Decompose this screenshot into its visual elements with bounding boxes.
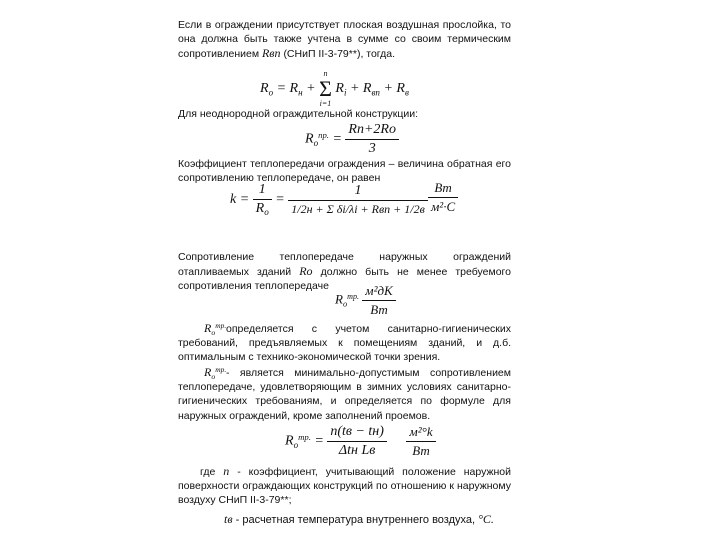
formula-k-unit bbox=[428, 180, 458, 215]
required-unit-num: м²дК bbox=[365, 283, 393, 298]
formula-k: k = $\frac{1}{R_o}$ = $\frac{1}{\text{1/2н + Σ δi/λi + Rвп + 1/2в}}$ bbox=[230, 182, 428, 217]
formula-required-unit-num: м²°k bbox=[409, 424, 433, 439]
paragraph-tv bbox=[224, 512, 514, 527]
sum-upper-limit: n bbox=[323, 69, 328, 78]
symbol-rvp: Rвп bbox=[261, 46, 281, 61]
symbol-n: n bbox=[223, 464, 230, 478]
formula-required-unit-den: Вт bbox=[406, 441, 435, 459]
paragraph-tv-text: - расчетная температура внутреннего воздуха, bbox=[235, 514, 476, 526]
formula-required: $R_o^{тр.}$ = $\frac{n(tв - tн)}{\text{Δtн Lв}}$ $\frac{\text{м²°k}}{Вт}$ bbox=[285, 424, 436, 459]
symbol-ro-tr-2: $R_o^{тр.}$ bbox=[204, 365, 227, 381]
formula-k-symbol: k bbox=[230, 191, 237, 207]
symbol-tv: tв bbox=[224, 512, 233, 526]
formula-k-num2: 1 bbox=[354, 182, 362, 198]
paragraph-determined-text: определяется с учетом санитарно-гигиенических требований, предъявляемых к помещениям зданий, и д.б. оптимальным с технико-экономической точки зрения. bbox=[178, 323, 511, 364]
paragraph-coef-n bbox=[178, 464, 511, 508]
formula-heterogeneous-numerator: Rп+2Rо bbox=[348, 122, 396, 137]
paragraph-minimum-text: - является минимально-допустимым сопротивлением теплопередаче, удовлетворяющим в зимних условиях санитарно-гигиенических требованиям, и определяется по формуле для наружных ограждений, кроме заполнений проемов. bbox=[178, 367, 511, 422]
formula-k-unit-num: Вт bbox=[434, 180, 452, 195]
formula-required-denominator: Δtн Lв bbox=[327, 441, 387, 459]
paragraph-minimum bbox=[178, 366, 511, 423]
paragraph-coef-n-text: - коэффициент, учитывающий положение наружной поверхности ограждающих конструкций по отношению к наружному воздуху СНиП II-3-79**; bbox=[178, 466, 512, 507]
paragraph-required-resistance-text2: должно быть не менее требуемого сопротивления теплопередаче bbox=[178, 266, 511, 293]
paragraph-heterogeneous-text: Для неоднородной ограждительной конструкции: bbox=[178, 108, 419, 120]
formula-k-den2: 1/2н + Σ δi/λi + Rвп + 1/2в bbox=[288, 200, 428, 217]
unit-celsius: °С. bbox=[478, 512, 494, 526]
required-unit-den: Вт bbox=[362, 300, 395, 318]
symbol-ro: Ro bbox=[299, 264, 313, 279]
paragraph-air-layer bbox=[178, 18, 511, 62]
paragraph-coef-n-prefix: где bbox=[200, 466, 216, 478]
formula-heterogeneous: $R_o^{пр.}$ = $\frac{Rп+2Rо}{3}$ bbox=[305, 122, 399, 157]
sum-symbol: n Σ i=1 bbox=[319, 69, 332, 108]
formula-heterogeneous-denominator: 3 bbox=[345, 139, 399, 157]
formula-total-resistance: $R_o = R_н$ + n Σ i=1 $R_i + R_{вп} + R_в$ bbox=[260, 69, 409, 108]
formula-required-unit: $R_o^{тр.}$ $\frac{\text{м²дК}}{Вт}$ bbox=[335, 283, 396, 318]
formula-k-unit-den: м²·С bbox=[428, 197, 458, 215]
paragraph-required-resistance-text: Сопротивление теплопередаче наружных ограждений отапливаемых зданий bbox=[178, 251, 511, 279]
paragraph-heat-transfer-coef-text: Коэффициент теплопередачи ограждения – величина обратная его сопротивлению теплопередаче, он равен bbox=[178, 158, 511, 185]
formula-k-num1: 1 bbox=[258, 182, 266, 197]
sum-lower-limit: i=1 bbox=[319, 99, 332, 108]
formula-required-numerator: n(tв − tн) bbox=[330, 424, 384, 439]
paragraph-heterogeneous bbox=[178, 107, 511, 121]
symbol-ro-tr-1: $R_o^{тр.}$ bbox=[204, 321, 227, 337]
paragraph-air-layer-ref: (СНиП II-3-79**), тогда. bbox=[283, 48, 396, 61]
paragraph-air-layer-text: Если в ограждении присутствует плоская воздушная прослойка, то она должна быть также учтена в сумме со своим термическим сопротивлением bbox=[178, 19, 511, 61]
paragraph-determined bbox=[178, 322, 511, 365]
